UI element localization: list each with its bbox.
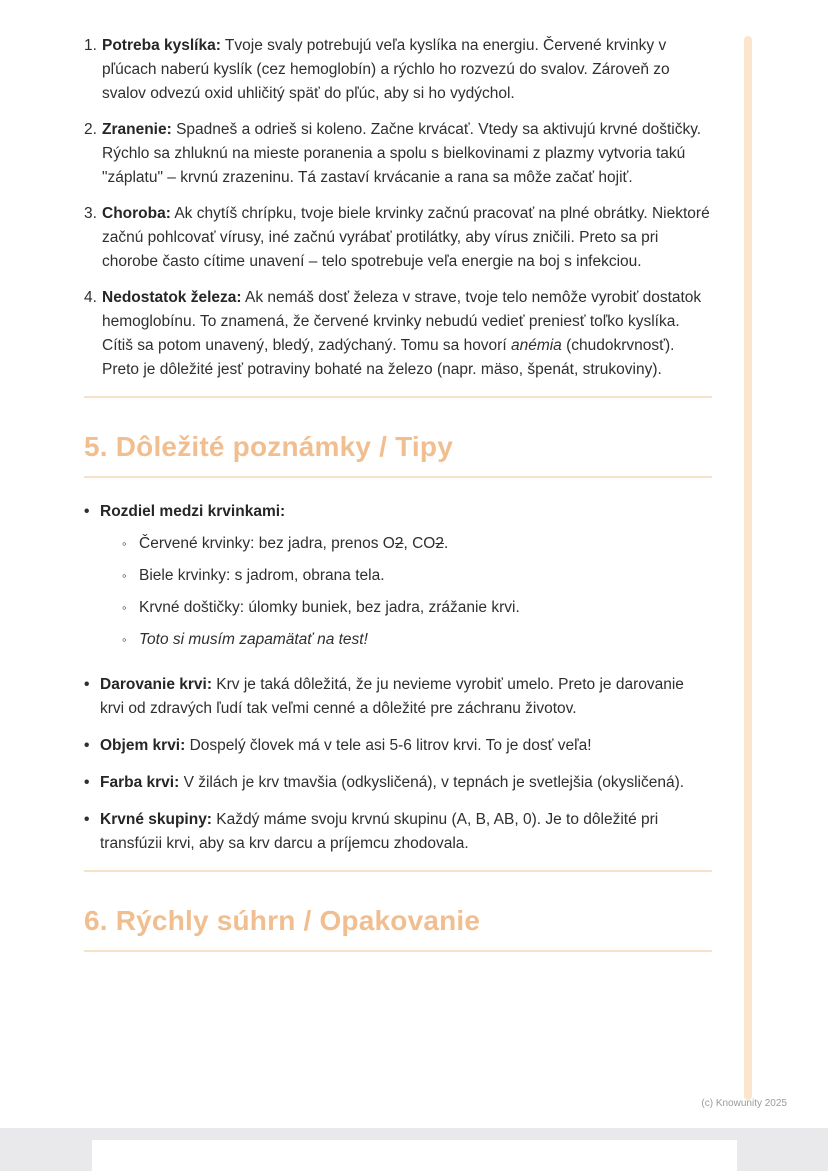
item-body: Krv je taká dôležitá, že ju nevieme vyrobiť umelo. Preto je darovanie krvi od zdravých ľudí tak veľmi cenné a dôležité pre záchranu životov.: [100, 676, 684, 717]
bullet-item-darovanie: [84, 673, 712, 721]
sub-list: [100, 532, 712, 652]
list-number: 2.: [84, 121, 97, 138]
sub-item-3: [122, 596, 712, 620]
page-gap: [0, 1128, 828, 1171]
section-5: [84, 430, 712, 856]
struck-subscript: 2: [394, 535, 404, 552]
section-divider: [84, 870, 712, 872]
item-lead: Potreba kyslíka:: [102, 37, 221, 54]
next-page-edge: [92, 1140, 737, 1171]
bullet-text: [100, 734, 712, 758]
sub-item-2: [122, 564, 712, 588]
item-lead: Zranenie:: [102, 121, 172, 138]
item-lead: Farba krvi:: [100, 774, 180, 791]
bullet-lead-text: [100, 500, 712, 524]
item-lead: Objem krvi:: [100, 737, 186, 754]
list-item-text: [102, 118, 712, 190]
sub-bullet-icon: ◦: [122, 632, 127, 647]
sub-bullet-icon: ◦: [122, 600, 127, 615]
item-body: V žilách je krv tmavšia (odkysličená), v tepnách je svetlejšia (okysličená).: [179, 774, 685, 791]
item-lead: Krvné skupiny:: [100, 811, 212, 828]
bullet-icon: •: [84, 503, 90, 520]
numbered-list: [84, 34, 712, 382]
sub-text: Červené krvinky: bez jadra, prenos O: [139, 535, 395, 552]
footer-credit: (c) Knowunity 2025: [701, 1098, 787, 1109]
item-lead: Rozdiel medzi krvinkami:: [100, 503, 286, 520]
item-italic-term: anémia: [510, 337, 562, 354]
item-body: Každý máme svoju krvnú skupinu (A, B, AB, 0). Je to dôležité pri transfúzii krvi, aby sa krv darcu a príjemcu zhodovala.: [100, 811, 659, 852]
note-italic: Toto si musím zapamätať na test!: [139, 631, 368, 648]
bullet-item-farba: [84, 771, 712, 795]
sub-item-text: [139, 628, 712, 652]
bullet-item-objem: [84, 734, 712, 758]
bullet-icon: •: [84, 737, 90, 754]
item-body: (chudokrvnosť). Preto je dôležité jesť potraviny bohaté na železo (napr. mäso, špenát, strukoviny).: [102, 337, 675, 378]
section-6-heading: 6. Rýchly súhrn / Opakovanie: [84, 904, 712, 952]
sub-bullet-icon: ◦: [122, 568, 127, 583]
bullet-content: [100, 500, 712, 660]
bullet-icon: •: [84, 774, 90, 791]
sub-text: , CO: [403, 535, 436, 552]
struck-subscript: 2: [435, 535, 444, 552]
sub-item-text: Biele krvinky: s jadrom, obrana tela.: [139, 567, 385, 584]
bullet-icon: •: [84, 676, 90, 693]
item-body: Ak chytíš chrípku, tvoje biele krvinky začnú pracovať na plné obrátky. Niektoré začnú pohlcovať vírusy, iné začnú vyrábať protilátky, aby vírus zničili. Preto sa pri chorobe často cítime unavení – telo spotrebuje veľa energie na boj s infekciou.: [102, 205, 710, 270]
item-body: Tvoje svaly potrebujú veľa kyslíka na energiu. Červené krvinky v pľúcach naberú kyslík (cez hemoglobín) a rýchlo ho rozvezú do svalov. Zároveň zo svalov odvezú oxid uhličitý späť do pľúc, aby si ho vydýchol.: [102, 37, 670, 102]
section-divider: [84, 396, 712, 398]
sub-bullet-icon: ◦: [122, 536, 127, 551]
sub-item-text: [139, 532, 712, 556]
item-lead: Nedostatok železa:: [102, 289, 242, 306]
sub-item-4: [122, 628, 712, 652]
list-item-3: [84, 202, 712, 274]
bullet-text: [100, 771, 712, 795]
item-lead: Choroba:: [102, 205, 171, 222]
tips-list: [84, 500, 712, 856]
bullet-icon: •: [84, 811, 90, 828]
item-body: Ak nemáš dosť železa v strave, tvoje telo nemôže vyrobiť dostatok hemoglobínu. To znamená, že červené krvinky nebudú vedieť preniesť toľko kyslíka. Cítiš sa potom unavený, bledý, zadýchaný. Tomu sa hovorí: [102, 289, 702, 354]
sub-text: .: [444, 535, 449, 552]
bullet-item-rozdiel: [84, 500, 712, 660]
list-number: 4.: [84, 289, 97, 306]
list-item-4: [84, 286, 712, 382]
section-5-heading: 5. Dôležité poznámky / Tipy: [84, 430, 712, 478]
list-number: 1.: [84, 37, 97, 54]
list-item-2: [84, 118, 712, 190]
section-6: [84, 904, 712, 952]
list-item-text: [102, 34, 712, 106]
item-body: Spadneš a odrieš si koleno. Začne krvácať. Vtedy sa aktivujú krvné doštičky. Rýchlo sa zhluknú na mieste poranenia a spolu s bielkovinami z plazmy vytvoria takú "záplatu" – krvnú zrazeninu. Tá zastaví krvácanie a rana sa môže začať hojiť.: [102, 121, 702, 186]
list-item-text: [102, 202, 712, 274]
list-item-1: [84, 34, 712, 106]
item-lead: Darovanie krvi:: [100, 676, 212, 693]
list-item-text: [102, 286, 712, 382]
vertical-accent-bar: [744, 36, 752, 1100]
sub-item-text: Krvné doštičky: úlomky buniek, bez jadra, zrážanie krvi.: [139, 599, 520, 616]
list-number: 3.: [84, 205, 97, 222]
bullet-item-skupiny: [84, 808, 712, 856]
bullet-text: [100, 673, 712, 721]
item-body: Dospelý človek má v tele asi 5-6 litrov krvi. To je dosť veľa!: [185, 737, 592, 754]
bullet-text: [100, 808, 712, 856]
sub-item-1: [122, 532, 712, 556]
